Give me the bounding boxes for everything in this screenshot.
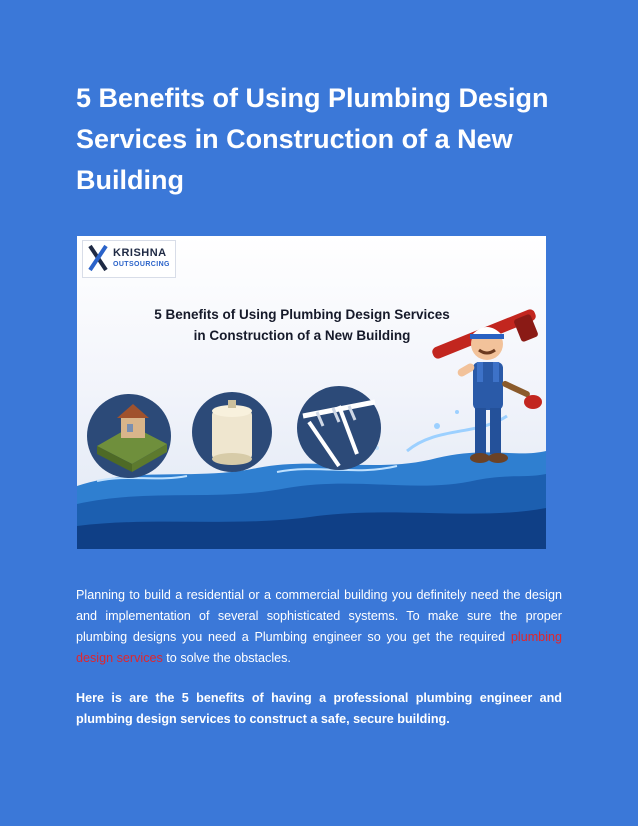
- banner-image: [77, 236, 546, 549]
- logo-tagline: OUTSOURCING: [113, 261, 170, 268]
- page-title: 5 Benefits of Using Plumbing Design Services in Construction of a New Building: [76, 83, 549, 195]
- banner-title-line-1: 5 Benefits of Using Plumbing Design Services: [154, 307, 450, 322]
- water-tank-illustration: [192, 392, 272, 472]
- benefits-intro-paragraph: Here is are the 5 benefits of having a professional plumbing engineer and plumbing design services to construct a safe, secure building.: [76, 691, 562, 726]
- pipes-illustration: [297, 386, 381, 470]
- logo-mark-icon: [87, 244, 109, 272]
- brand-logo: [82, 240, 176, 278]
- logo-name: KRISHNA: [113, 247, 167, 259]
- intro-paragraph: [76, 585, 562, 669]
- building-site-illustration: [87, 394, 171, 478]
- banner-title: [117, 304, 487, 346]
- intro-text-end: to solve the obstacles.: [162, 651, 291, 665]
- banner-title-line-2: in Construction of a New Building: [193, 328, 411, 343]
- plumbing-design-services-link[interactable]: plumbing design services: [76, 630, 562, 665]
- intro-text-start: Planning to build a residential or a commercial building you definitely need the design and implementation of several sophisticated systems. To make sure the proper plumbing designs you need a Plumbing engineer so you get the required: [76, 588, 562, 644]
- banner-illustration: [77, 236, 546, 549]
